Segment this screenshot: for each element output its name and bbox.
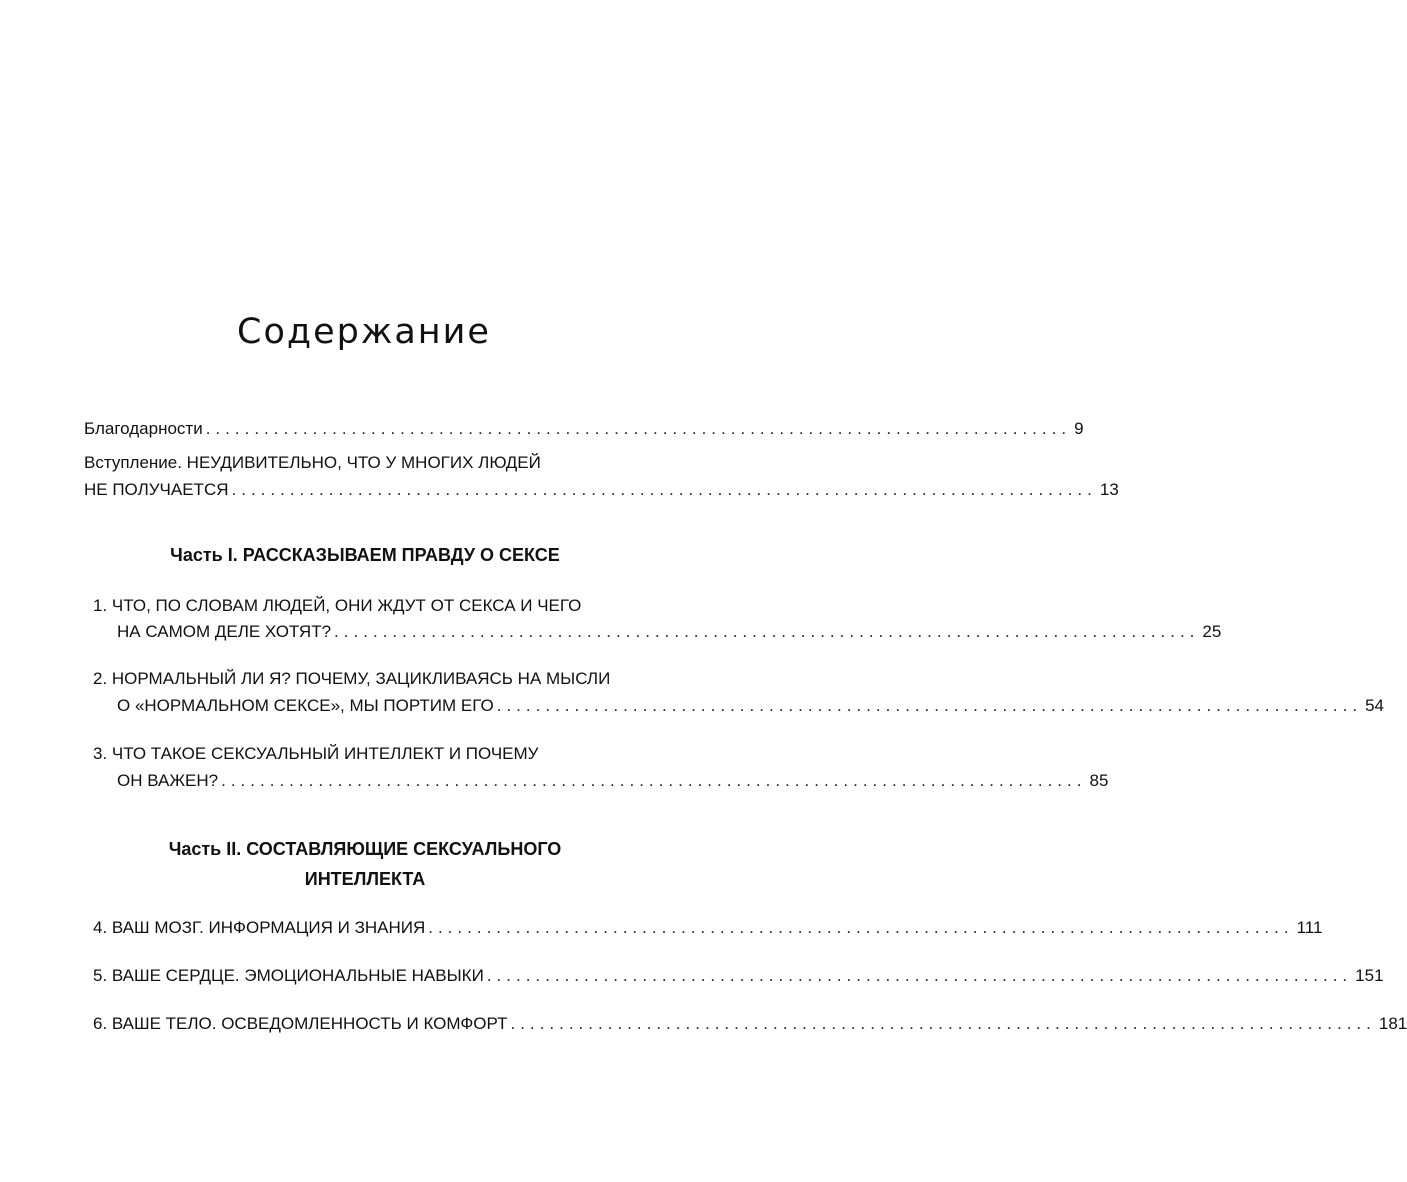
leader-dots: ......................................................................................... xyxy=(231,480,1097,499)
leader-dots: ......................................................................................... xyxy=(486,966,1353,985)
toc-entry-label: 6. ВАШЕ ТЕЛО. ОСВЕДОМЛЕННОСТЬ И КОМФОРТ xyxy=(93,1014,508,1033)
toc-entry-label: 4. ВАШ МОЗГ. ИНФОРМАЦИЯ И ЗНАНИЯ xyxy=(93,918,426,937)
leader-dots: ......................................................................................... xyxy=(510,1014,1376,1033)
part-heading-1: Часть I. РАССКАЗЫВАЕМ ПРАВДУ О СЕКСЕ xyxy=(170,545,560,565)
part-heading-2-line2: ИНТЕЛЛЕКТА xyxy=(304,869,426,889)
toc-page-number: 9 xyxy=(1074,419,1084,438)
toc-entry-label: ОН ВАЖЕН? xyxy=(117,771,219,790)
toc-entry-chapter-2[interactable] xyxy=(117,696,1385,716)
leader-dots: ......................................................................................... xyxy=(334,622,1200,641)
toc-entry-label: 5. ВАШЕ СЕРДЦЕ. ЭМОЦИОНАЛЬНЫЕ НАВЫКИ xyxy=(93,966,484,985)
part-heading-2-line1: Часть II. СОСТАВЛЯЮЩИЕ СЕКСУАЛЬНОГО xyxy=(168,839,562,859)
toc-entry-label: НЕ ПОЛУЧАЕТСЯ xyxy=(84,480,229,499)
leader-dots: ......................................................................................... xyxy=(221,771,1087,790)
chapter-2-line1: 2. НОРМАЛЬНЫЙ ЛИ Я? ПОЧЕМУ, ЗАЦИКЛИВАЯСЬ НА МЫСЛИ xyxy=(93,669,611,688)
toc-entry-intro[interactable] xyxy=(84,480,1119,500)
toc-page-number: 54 xyxy=(1365,696,1385,715)
toc-page-number: 85 xyxy=(1089,771,1109,790)
chapter-1-line1: 1. ЧТО, ПО СЛОВАМ ЛЮДЕЙ, ОНИ ЖДУТ ОТ СЕКСА И ЧЕГО xyxy=(93,596,582,615)
leader-dots: ......................................................................................... xyxy=(428,918,1294,937)
toc-entry-chapter-6[interactable] xyxy=(93,1014,1407,1034)
toc-entry-intro-line1: Вступление. НЕУДИВИТЕЛЬНО, ЧТО У МНОГИХ ЛЮДЕЙ xyxy=(84,453,541,472)
leader-dots: ......................................................................................... xyxy=(496,696,1363,715)
toc-entry-label: НА САМОМ ДЕЛЕ ХОТЯТ? xyxy=(117,622,332,641)
page-title: Содержание xyxy=(237,312,491,352)
toc-page-number: 13 xyxy=(1099,480,1119,499)
toc-entry-chapter-4[interactable] xyxy=(93,918,1323,938)
toc-entry-label: О «НОРМАЛЬНОМ СЕКСЕ», МЫ ПОРТИМ ЕГО xyxy=(117,696,494,715)
toc-page-number: 151 xyxy=(1355,966,1384,985)
toc-page-number: 25 xyxy=(1202,622,1222,641)
toc-entry-acknowledgements[interactable] xyxy=(84,419,1084,439)
toc-entry-label: Благодарности xyxy=(84,419,203,438)
toc-entry-chapter-1[interactable] xyxy=(117,622,1222,642)
toc-entry-chapter-5[interactable] xyxy=(93,966,1384,986)
toc-entry-chapter-3[interactable] xyxy=(117,771,1109,791)
leader-dots: ......................................................................................... xyxy=(205,419,1072,438)
toc-page-number: 181 xyxy=(1378,1014,1407,1033)
chapter-3-line1: 3. ЧТО ТАКОЕ СЕКСУАЛЬНЫЙ ИНТЕЛЛЕКТ И ПОЧЕМУ xyxy=(93,744,539,763)
toc-page-number: 111 xyxy=(1296,918,1323,937)
